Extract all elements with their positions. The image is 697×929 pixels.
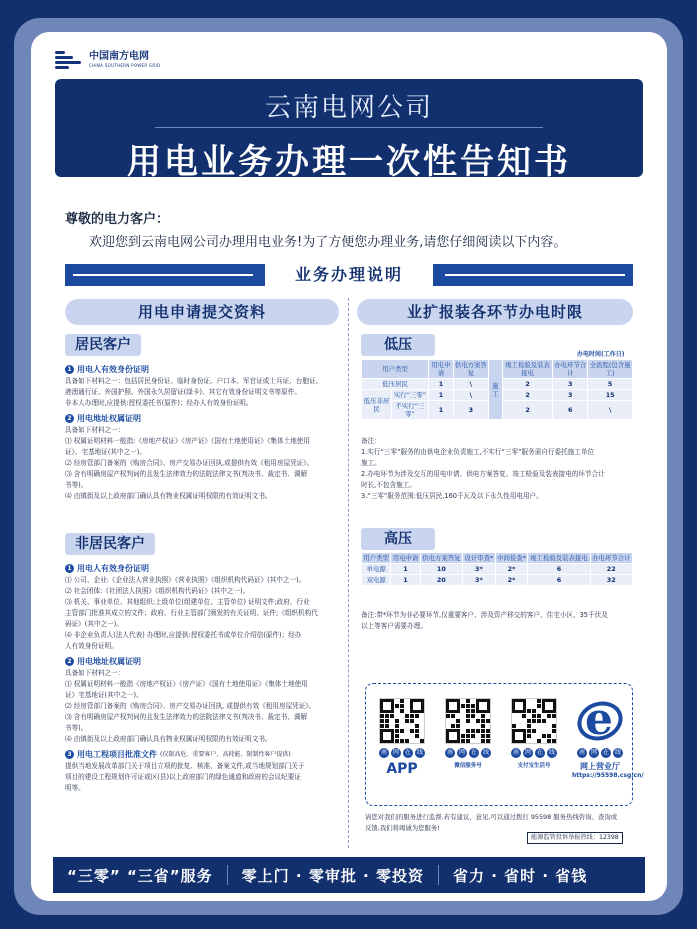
- requirement-line: 具备如下材料之一：: [65, 669, 125, 677]
- cell: 1: [429, 390, 454, 401]
- low-th-type: 用户类型: [362, 360, 429, 379]
- low-th-apply: 用电申请: [429, 360, 454, 379]
- requirement-line: 证》、宅基地证(其中之一)。: [65, 448, 146, 456]
- intro-text: 欢迎您到云南电网公司办理用电业务!为了方便您办理业务,请您仔细阅读以下内容。: [89, 235, 567, 250]
- requirement-line: ⑶ 含有明确房屋产权判词的且发生法律效力的法院法律文书(判决书、裁定书、调解: [65, 713, 308, 721]
- low-voltage-label: 低压: [361, 334, 435, 356]
- note-line: 1.实行“三零”服务的由供电企业负责施工,不实行“三零”服务需自行委托施工单位: [361, 448, 595, 456]
- qr-caption: 微信服务号: [454, 763, 482, 769]
- requirement-line: 书等)。: [65, 724, 88, 732]
- slogan-save: 省力 · 省时 · 省钱: [452, 866, 588, 885]
- requirement-heading: [65, 412, 345, 425]
- row-type: 低压居民: [362, 379, 429, 390]
- row-type: 低压非居民: [362, 390, 392, 420]
- greeting: 尊敬的电力客户：: [65, 212, 170, 227]
- cell: 2: [502, 401, 552, 420]
- cell: 6: [553, 401, 588, 420]
- note-line: 3.“三零”服务范围:低压居民,160千瓦及以下永久性用电用户。: [361, 492, 543, 500]
- logo-name-cn: 中国南方电网: [89, 50, 149, 62]
- row-subtype: 不实行“三零”: [391, 401, 428, 420]
- cell: 1: [391, 575, 420, 586]
- cell: 2: [502, 390, 552, 401]
- number-badge: 1: [65, 564, 74, 573]
- requirement-line: 人有效身份证明。: [65, 642, 118, 650]
- cell: 20: [420, 575, 462, 586]
- company-logo: [55, 48, 160, 70]
- requirement-line: ⑵ 社会团体:《社团法人执照》《组织机构代码证》(其中之一)。: [65, 587, 250, 595]
- high-th: 中间检查*: [497, 554, 526, 562]
- section-bar-line: [445, 274, 625, 276]
- cell: 6: [528, 564, 590, 575]
- high-voltage-table: [361, 552, 633, 586]
- low-voltage-table: [361, 359, 633, 420]
- requirement-title: 用电地址权属证明: [77, 414, 141, 423]
- qr-caption: 网上营业厅: [580, 762, 620, 771]
- cell: 3*: [463, 564, 496, 575]
- section-title: 业务办理说明: [265, 262, 433, 288]
- requirement-line: ⑶ 机关、事业单位、其他组织:上级单位(组建单位、主管单位) 证明文件;政府、行业: [65, 598, 310, 606]
- cell: 1: [429, 401, 454, 420]
- hero-title: 用电业务办理一次性告知书: [127, 142, 571, 182]
- requirement-line: 提供当地发展改革部门关于项目立项的批复、核准、备案文件,或当地规划部门关于: [65, 762, 305, 770]
- requirement-line: 项目的建设工程规划许可证或区(县)以上政府部门的绿色通道和政府的会议纪要证: [65, 773, 301, 781]
- cell: 2: [502, 379, 552, 390]
- cell: \: [453, 379, 488, 390]
- high-voltage-notes: [361, 610, 633, 632]
- note-line: 以上等客户需要办理。: [361, 622, 427, 630]
- number-badge: 2: [65, 414, 74, 423]
- cell: 1: [391, 564, 420, 575]
- high-th: 竣工检验及装表接电: [528, 553, 590, 564]
- low-th-sum: 办电环节合计: [554, 361, 587, 377]
- requirement-line: ⑷ 由镇街及以上政府部门确认具有物业权属证明权限的有效证明文书。: [65, 492, 272, 500]
- right-column-header: 业扩报装各环节办电时限: [357, 299, 633, 325]
- requirement-title: 用电人有效身份证明: [77, 564, 149, 573]
- hero-banner: [55, 79, 643, 182]
- logo-name-en: CHINA SOUTHERN POWER GRID: [89, 62, 161, 68]
- hotline-box: 能源监管投诉举报热线：12398: [527, 832, 623, 844]
- online-hall-url[interactable]: https://95598.csg.cn/: [572, 772, 644, 779]
- requirement-line: 主管部门批准其成立的文件；政府、行业主管部门颁发的有关证明、证件;《组织机构代: [65, 609, 318, 617]
- cell: 3*: [463, 575, 496, 586]
- qr-app[interactable]: 南 网 在 线 APP: [374, 698, 430, 777]
- qr-alipay[interactable]: 南 网 在 线 支付宝生活号: [506, 698, 562, 769]
- qr-caption: APP: [386, 761, 418, 777]
- online-hall[interactable]: e 南 网 在 线 网上营业厅 https://95598.csg.cn/: [572, 694, 644, 779]
- logo-mark-icon: [55, 48, 83, 70]
- low-voltage-notes: [361, 436, 633, 502]
- cell: 5: [588, 379, 633, 390]
- high-th: 办电环节合计: [590, 553, 633, 564]
- requirement-line: 明等。: [65, 784, 85, 792]
- cell: \: [453, 390, 488, 401]
- service-note-line: 反馈,我们将竭诚为您服务!: [365, 824, 440, 832]
- requirement-title: 用电地址权属证明: [77, 657, 141, 666]
- requirement-line: ⑴ 权属证明材料一般指《房地产权证》《房产证》《国有土地使用证》《集体土地使用: [65, 680, 308, 688]
- number-badge: 1: [65, 365, 74, 374]
- cell: 6: [528, 575, 590, 586]
- qr-wechat[interactable]: 南 网 在 线 微信服务号: [440, 698, 496, 769]
- nonresident-label: 非居民客户: [65, 533, 155, 555]
- hero-company: 云南电网公司: [264, 93, 433, 123]
- cell: 32: [590, 575, 633, 586]
- requirement-heading: [65, 562, 345, 575]
- bottom-slogan-bar: [53, 857, 645, 893]
- table-row: [362, 564, 633, 575]
- qr-code-icon: [511, 698, 557, 744]
- row-type: 单电源: [362, 564, 391, 575]
- requirement-line: ⑶ 含有明确房屋产权判词的且发生法律效力的法院法律文书(判决书、裁定书、调解: [65, 470, 308, 478]
- cell: 10: [420, 564, 462, 575]
- requirement-line: ⑵ 经房管部门备案的《购房合同》、房产交易办证回执, 或提供有效《租用房屋凭证》。: [65, 702, 316, 710]
- note-line: 备注：: [361, 437, 381, 445]
- requirement-line: 非本人办理时,应提供:授权委托书(原件)；经办人有效身份证明。: [65, 399, 253, 407]
- requirement-line: 书等)。: [65, 481, 88, 489]
- low-th-check: 竣工检验及装表接电: [502, 360, 552, 379]
- high-th: 用电申请: [392, 554, 419, 562]
- low-th-plan: 供电方案答复: [454, 361, 487, 377]
- requirement-line: 码证》(其中之一)。: [65, 620, 123, 628]
- requirement-heading: [65, 363, 345, 376]
- left-column-header: 用电申请提交资料: [65, 299, 339, 325]
- high-th: 用户类型: [363, 554, 389, 562]
- table-row: [362, 575, 633, 586]
- cell: 2*: [495, 564, 528, 575]
- cell: 3: [453, 401, 488, 420]
- resident-requirements: [65, 360, 345, 502]
- notice-sheet: [31, 32, 667, 901]
- cell: 22: [590, 564, 633, 575]
- requirement-title: 用电工程项目批准文件: [77, 750, 157, 759]
- note-line: 备注:带*环节为非必要环节,仅重要客户、涉及资产移交的客户、住宅小区、35千伏及: [361, 611, 608, 619]
- cell: 2*: [495, 575, 528, 586]
- service-note: [365, 812, 635, 834]
- section-bar-line: [73, 274, 253, 276]
- column-divider: [348, 298, 349, 848]
- low-th-full: 全流程(包含施工): [589, 361, 631, 377]
- requirement-line: 具备如下材料之一：: [65, 426, 125, 434]
- qr-caption: 支付宝生活号: [517, 763, 551, 769]
- row-subtype: 实行“三零”: [391, 390, 428, 401]
- row-type: 双电源: [362, 575, 391, 586]
- number-badge: 3: [65, 750, 74, 759]
- cell: 3: [553, 379, 588, 390]
- note-line: 时长,不包含施工。: [361, 481, 416, 489]
- requirement-line: ⑵ 经房管部门备案的《购房合同》、房产交易办证回执,或提供有效《租用房屋凭证》。: [65, 459, 314, 467]
- cell: 1: [429, 379, 454, 390]
- requirement-heading: [65, 748, 345, 761]
- requirement-line: ⑴ 公司、企业:《企业法人营业执照》《营业执照》《组织机构代码证》(其中之一)。: [65, 576, 306, 584]
- low-th-construct: 施工: [488, 360, 502, 420]
- service-note-line: 请您对我们的服务进行监督,若有建议、意见,可以通过拨打 95598 服务热线咨询、查询或: [365, 813, 618, 821]
- slogan-service: “三零” “三省”服务: [67, 866, 213, 885]
- requirement-title-suffix: (仅限高危、重要客户、高耗能、限制性客户提供): [160, 751, 291, 758]
- qr-code-icon: [445, 698, 491, 744]
- requirement-line: 港澳通行证、外国护照、外国永久居留证(绿卡)、其它有效身份证明文书等原件。: [65, 388, 301, 396]
- high-th: 供电方案答复: [420, 553, 462, 564]
- requirement-line: ⑷ 非企业负责人(法人代表) 办理时,应提供:授权委托书或单位介绍信(原件)；经办: [65, 631, 302, 639]
- resident-label: 居民客户: [65, 334, 141, 356]
- qr-code-icon: [379, 698, 425, 744]
- requirement-heading: [65, 655, 345, 668]
- requirement-line: 证》宅基地证(其中之一)。: [65, 691, 143, 699]
- time-unit-low: 办电时间(工作日): [577, 351, 625, 358]
- section-bar: [65, 264, 633, 286]
- requirement-line: ⑷ 由镇街及以上政府部门确认具有物业权属证明权限的有效证明文书。: [65, 735, 272, 743]
- high-th: 设计审查*: [464, 554, 494, 562]
- requirement-line: ⑴ 权属证明材料一般指:《房地产权证》《房产证》《国有土地使用证》《集体土地使用: [65, 437, 310, 445]
- cell: 15: [588, 390, 633, 401]
- number-badge: 2: [65, 657, 74, 666]
- nonresident-requirements: [65, 559, 345, 794]
- slogan-zero: 零上门 · 零审批 · 零投资: [241, 866, 424, 885]
- cell: \: [588, 401, 633, 420]
- hero-divider: [155, 127, 543, 128]
- online-hall-e-icon: e: [577, 698, 623, 744]
- note-line: 2.办电环节为涉及交互的用电申请、供电方案答复、竣工检验及装表接电的环节合计: [361, 470, 605, 478]
- high-voltage-label: 高压: [361, 528, 435, 550]
- requirement-title: 用电人有效身份证明: [77, 365, 149, 374]
- requirement-line: 具备如下材料之一：包括居民身份证、临时身份证、户口本、军官证或士兵证、台胞证、: [65, 377, 323, 385]
- cell: 3: [553, 390, 588, 401]
- note-line: 施工。: [361, 459, 381, 467]
- qr-code-panel: [365, 683, 644, 806]
